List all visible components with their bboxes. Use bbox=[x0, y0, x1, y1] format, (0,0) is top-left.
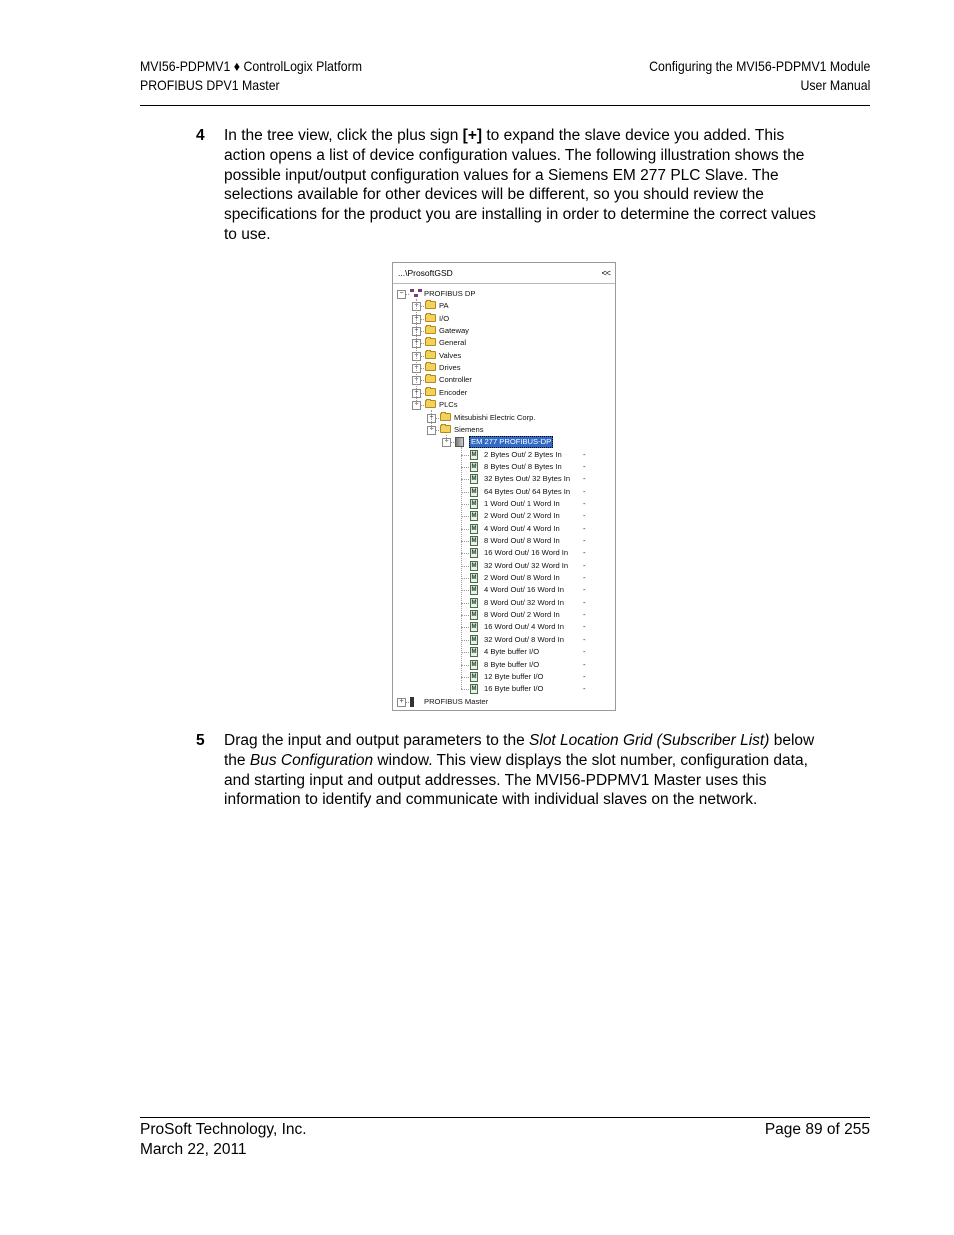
tree-node-label: 4 Byte buffer I/O bbox=[484, 647, 540, 657]
folder-icon bbox=[425, 338, 436, 346]
tree-node-label: 4 Word Out/ 16 Word In bbox=[484, 585, 564, 595]
module-icon: M bbox=[471, 562, 477, 569]
network-node-shape bbox=[418, 289, 422, 292]
step-text bbox=[224, 126, 826, 245]
folder-icon bbox=[425, 326, 436, 334]
tree-node-suffix: - bbox=[583, 597, 586, 607]
footer-rule bbox=[140, 1117, 870, 1118]
tree-connector bbox=[461, 603, 469, 604]
tree-node[interactable] bbox=[393, 696, 613, 708]
folder-icon bbox=[425, 363, 436, 371]
tree-connector bbox=[461, 665, 469, 666]
tree-node[interactable] bbox=[393, 510, 613, 522]
tree-node-label: 8 Word Out/ 32 Word In bbox=[484, 597, 564, 607]
tree-node-label: 32 Bytes Out/ 32 Bytes In bbox=[484, 474, 571, 484]
tree-node[interactable] bbox=[393, 362, 613, 374]
tree-node[interactable] bbox=[393, 659, 613, 671]
tree-node-label: 1 Word Out/ 1 Word In bbox=[484, 498, 560, 508]
module-icon: M bbox=[471, 686, 477, 693]
tree-node-label: 12 Byte buffer I/O bbox=[484, 671, 544, 681]
tree-guide-line bbox=[446, 435, 447, 442]
step-5 bbox=[196, 731, 826, 810]
expand-icon[interactable]: + bbox=[427, 414, 436, 423]
tree-connector bbox=[461, 541, 469, 542]
tree-guide-line bbox=[461, 447, 462, 689]
folder-icon bbox=[425, 400, 436, 408]
tree-node-suffix: - bbox=[583, 536, 586, 545]
footer-page-number: Page 89 of 255 bbox=[764, 1121, 870, 1138]
module-icon: M bbox=[471, 500, 477, 507]
tree-panel-path: ...\ProsoftGSD bbox=[398, 268, 453, 278]
tree-node-suffix: - bbox=[583, 634, 586, 644]
tree-connector bbox=[461, 578, 469, 579]
tree-node[interactable] bbox=[393, 288, 613, 300]
tree-connector bbox=[461, 627, 469, 628]
page-footer-right bbox=[765, 1120, 870, 1140]
collapse-panel-button[interactable]: << bbox=[601, 268, 610, 278]
module-icon: M bbox=[471, 513, 477, 520]
step-number: 5 bbox=[196, 732, 205, 749]
tree-node-suffix: - bbox=[583, 449, 586, 459]
network-node-shape bbox=[414, 294, 418, 297]
tree-node-suffix: - bbox=[583, 511, 586, 521]
module-icon: M bbox=[471, 661, 477, 668]
tree-node[interactable] bbox=[393, 374, 613, 386]
module-icon: M bbox=[471, 673, 477, 680]
tree-node[interactable] bbox=[393, 300, 613, 312]
tree-node-label: 16 Word Out/ 16 Word In bbox=[484, 548, 569, 558]
footer-date: March 22, 2011 bbox=[140, 1140, 247, 1158]
tree-connector bbox=[461, 689, 469, 690]
tree-node-label: Mitsubishi Electric Corp. bbox=[454, 412, 536, 422]
step-text-segment: [+] bbox=[462, 127, 483, 144]
tree-node-suffix: - bbox=[583, 585, 586, 595]
tree-node-suffix: - bbox=[583, 548, 586, 558]
tree-node-label: 32 Word Out/ 8 Word In bbox=[484, 634, 564, 644]
tree-node-suffix: - bbox=[583, 560, 586, 570]
tree-node-label: 16 Word Out/ 4 Word In bbox=[484, 622, 564, 632]
tree-node[interactable] bbox=[393, 449, 613, 461]
tree-connector bbox=[461, 529, 469, 530]
folder-icon bbox=[425, 314, 436, 322]
tree-node[interactable] bbox=[393, 313, 613, 325]
master-icon bbox=[410, 697, 414, 707]
tree-connector bbox=[461, 615, 469, 616]
tree-node-suffix: - bbox=[583, 622, 586, 632]
tree-guide-line bbox=[416, 299, 417, 405]
tree-node-suffix: - bbox=[583, 498, 586, 508]
tree-connector bbox=[461, 553, 469, 554]
header-product-line: MVI56-PDPMV1 ♦ ControlLogix Platform bbox=[140, 58, 362, 74]
tree-node-label: PLCs bbox=[439, 400, 458, 410]
tree-node[interactable] bbox=[393, 461, 613, 473]
tree-node[interactable] bbox=[393, 671, 613, 683]
expand-icon[interactable]: + bbox=[412, 302, 421, 311]
tree-node[interactable] bbox=[393, 325, 613, 337]
folder-icon bbox=[425, 388, 436, 396]
tree-node-label: PROFIBUS Master bbox=[424, 696, 489, 706]
tree-connector bbox=[461, 652, 469, 653]
tree-connector bbox=[461, 566, 469, 567]
expand-icon[interactable]: + bbox=[412, 315, 421, 324]
step-text-segment: to expand the slave device you added. This action opens a list of device configuration values. The following illustration shows the possible input/output configuration values for a Siemens EM 277 PLC Slave. The selections available for other devices will be different, so you should review the specifications for the product you are installing in order to determine the correct values to use. bbox=[224, 127, 816, 243]
tree-node-label: PA bbox=[439, 301, 449, 311]
tree-node-label: 2 Word Out/ 2 Word In bbox=[484, 511, 560, 521]
tree-node-label: 8 Word Out/ 8 Word In bbox=[484, 536, 560, 545]
folder-icon bbox=[440, 425, 451, 433]
module-icon: M bbox=[471, 525, 477, 532]
tree-node-label: Encoder bbox=[439, 387, 468, 397]
tree-node-suffix: - bbox=[583, 474, 586, 484]
tree-node-label: 2 Bytes Out/ 2 Bytes In bbox=[484, 449, 562, 459]
header-section-title: Configuring the MVI56-PDPMV1 Module bbox=[648, 58, 870, 74]
tree-node-label: 8 Bytes Out/ 8 Bytes In bbox=[484, 461, 562, 471]
tree-node[interactable] bbox=[393, 387, 613, 399]
tree-node[interactable] bbox=[393, 436, 613, 448]
module-icon: M bbox=[471, 538, 477, 544]
tree-node[interactable] bbox=[393, 646, 613, 658]
expand-icon[interactable]: + bbox=[412, 376, 421, 385]
step-text-segment: Drag the input and output parameters to the bbox=[224, 732, 530, 749]
tree-node[interactable] bbox=[393, 523, 613, 535]
tree-connector bbox=[461, 516, 469, 517]
tree-node[interactable] bbox=[393, 634, 613, 646]
tree-node-label: 8 Byte buffer I/O bbox=[484, 659, 540, 669]
step-4 bbox=[196, 126, 826, 245]
tree-node-suffix: - bbox=[583, 523, 586, 533]
tree-node-label: Siemens bbox=[454, 424, 484, 434]
device-icon bbox=[455, 437, 464, 447]
tree-node[interactable] bbox=[393, 683, 613, 695]
module-icon: M bbox=[471, 636, 477, 643]
tree-node[interactable] bbox=[393, 609, 613, 621]
header-rule bbox=[140, 105, 870, 106]
module-icon: M bbox=[471, 599, 477, 606]
tree-connector bbox=[461, 590, 469, 591]
expand-icon[interactable]: + bbox=[412, 339, 421, 348]
tree-node[interactable] bbox=[393, 572, 613, 584]
module-icon: M bbox=[471, 624, 477, 631]
page-footer-left bbox=[140, 1120, 307, 1159]
folder-icon bbox=[425, 301, 436, 309]
expand-icon[interactable]: + bbox=[412, 364, 421, 373]
tree-node-suffix: - bbox=[583, 647, 586, 657]
tree-connector bbox=[461, 455, 469, 456]
tree-connector bbox=[461, 640, 469, 641]
module-icon: M bbox=[471, 488, 477, 495]
tree-node-suffix: - bbox=[583, 610, 586, 620]
tree-node-label: 2 Word Out/ 8 Word In bbox=[484, 573, 560, 583]
step-text bbox=[224, 731, 826, 810]
page-header-right bbox=[649, 57, 870, 95]
tree-node-label: 16 Byte buffer I/O bbox=[484, 684, 544, 694]
network-icon bbox=[410, 289, 422, 298]
tree-node[interactable] bbox=[393, 498, 613, 510]
tree-node[interactable] bbox=[393, 584, 613, 596]
step-text-segment: window. This view displays the slot number, configuration data, and starting input and output addresses. The MVI56-PDPMV1 Master uses this information to identify and communicate with individual slaves on the network. bbox=[224, 751, 808, 809]
module-icon: M bbox=[471, 575, 477, 582]
tree-node[interactable] bbox=[393, 424, 613, 436]
collapse-icon[interactable]: − bbox=[412, 401, 421, 410]
step-text-segment: Bus Configuration bbox=[249, 751, 374, 769]
expand-icon[interactable]: + bbox=[412, 389, 421, 398]
module-icon: M bbox=[471, 463, 477, 470]
tree-node-label: PROFIBUS DP bbox=[424, 289, 476, 298]
tree-node[interactable] bbox=[393, 337, 613, 349]
tree-node-label: Drives bbox=[439, 363, 461, 373]
tree-node-suffix: - bbox=[583, 659, 586, 669]
expand-icon[interactable]: + bbox=[412, 352, 421, 361]
expand-icon[interactable]: + bbox=[397, 698, 406, 707]
tree-node-suffix: - bbox=[583, 486, 586, 496]
expand-icon[interactable]: + bbox=[412, 327, 421, 336]
step-text-segment: below the bbox=[224, 732, 815, 769]
tree-node[interactable] bbox=[393, 547, 613, 559]
tree-node-label: 8 Word Out/ 2 Word In bbox=[484, 610, 560, 620]
tree-node[interactable] bbox=[393, 621, 613, 633]
collapse-icon[interactable]: − bbox=[427, 426, 436, 435]
tree-node[interactable] bbox=[393, 473, 613, 485]
step-number: 4 bbox=[196, 127, 205, 144]
module-icon: M bbox=[471, 451, 477, 458]
tree-node-label: Valves bbox=[439, 350, 462, 360]
header-manual-type: User Manual bbox=[800, 77, 870, 93]
folder-icon bbox=[440, 413, 451, 421]
module-icon: M bbox=[471, 612, 477, 619]
tree-node[interactable] bbox=[393, 560, 613, 572]
module-icon: M bbox=[471, 649, 477, 656]
tree-node-suffix: - bbox=[583, 461, 586, 471]
tree-node[interactable] bbox=[393, 350, 613, 362]
tree-node[interactable] bbox=[393, 399, 613, 411]
tree-node-label: Gateway bbox=[439, 326, 469, 336]
tree-node-suffix: - bbox=[583, 684, 586, 694]
tree-node-suffix: - bbox=[583, 671, 586, 681]
module-icon: M bbox=[471, 587, 477, 594]
tree-node[interactable] bbox=[393, 597, 613, 609]
folder-icon bbox=[425, 351, 436, 359]
tree-connector bbox=[461, 677, 469, 678]
tree-node-label-selected: EM 277 PROFIBUS-DP bbox=[471, 437, 552, 447]
tree-connector bbox=[461, 504, 469, 505]
tree-panel-title-bar bbox=[393, 263, 615, 284]
tree-node-suffix: - bbox=[583, 573, 586, 583]
tree-guide-line bbox=[431, 410, 432, 430]
tree-node-label: I/O bbox=[439, 313, 450, 323]
tree-node[interactable] bbox=[393, 486, 613, 498]
tree-node[interactable] bbox=[393, 535, 613, 547]
step-text-segment: Slot Location Grid (Subscriber List) bbox=[529, 732, 770, 749]
tree-node-label: 4 Word Out/ 4 Word In bbox=[484, 523, 560, 533]
tree-node-label: 32 Word Out/ 32 Word In bbox=[484, 560, 569, 570]
step-text-segment: In the tree view, click the plus sign bbox=[224, 127, 463, 144]
tree-node-label: Controller bbox=[439, 375, 472, 385]
folder-icon bbox=[425, 375, 436, 383]
module-icon: M bbox=[471, 476, 477, 483]
footer-company: ProSoft Technology, Inc. bbox=[140, 1121, 307, 1138]
tree-node[interactable] bbox=[393, 412, 613, 424]
tree-node-label: General bbox=[439, 338, 467, 348]
tree-node-label: 64 Bytes Out/ 64 Bytes In bbox=[484, 486, 571, 496]
header-product-subtitle: PROFIBUS DPV1 Master bbox=[140, 77, 280, 93]
tree-connector bbox=[461, 467, 469, 468]
tree-view-panel[interactable] bbox=[392, 262, 616, 711]
network-node-shape bbox=[410, 289, 414, 292]
page-header-left bbox=[140, 57, 362, 95]
module-icon: M bbox=[471, 550, 477, 557]
tree-connector bbox=[461, 492, 469, 493]
collapse-icon[interactable]: − bbox=[442, 438, 451, 447]
collapse-icon[interactable]: − bbox=[397, 290, 406, 299]
tree-connector bbox=[461, 479, 469, 480]
